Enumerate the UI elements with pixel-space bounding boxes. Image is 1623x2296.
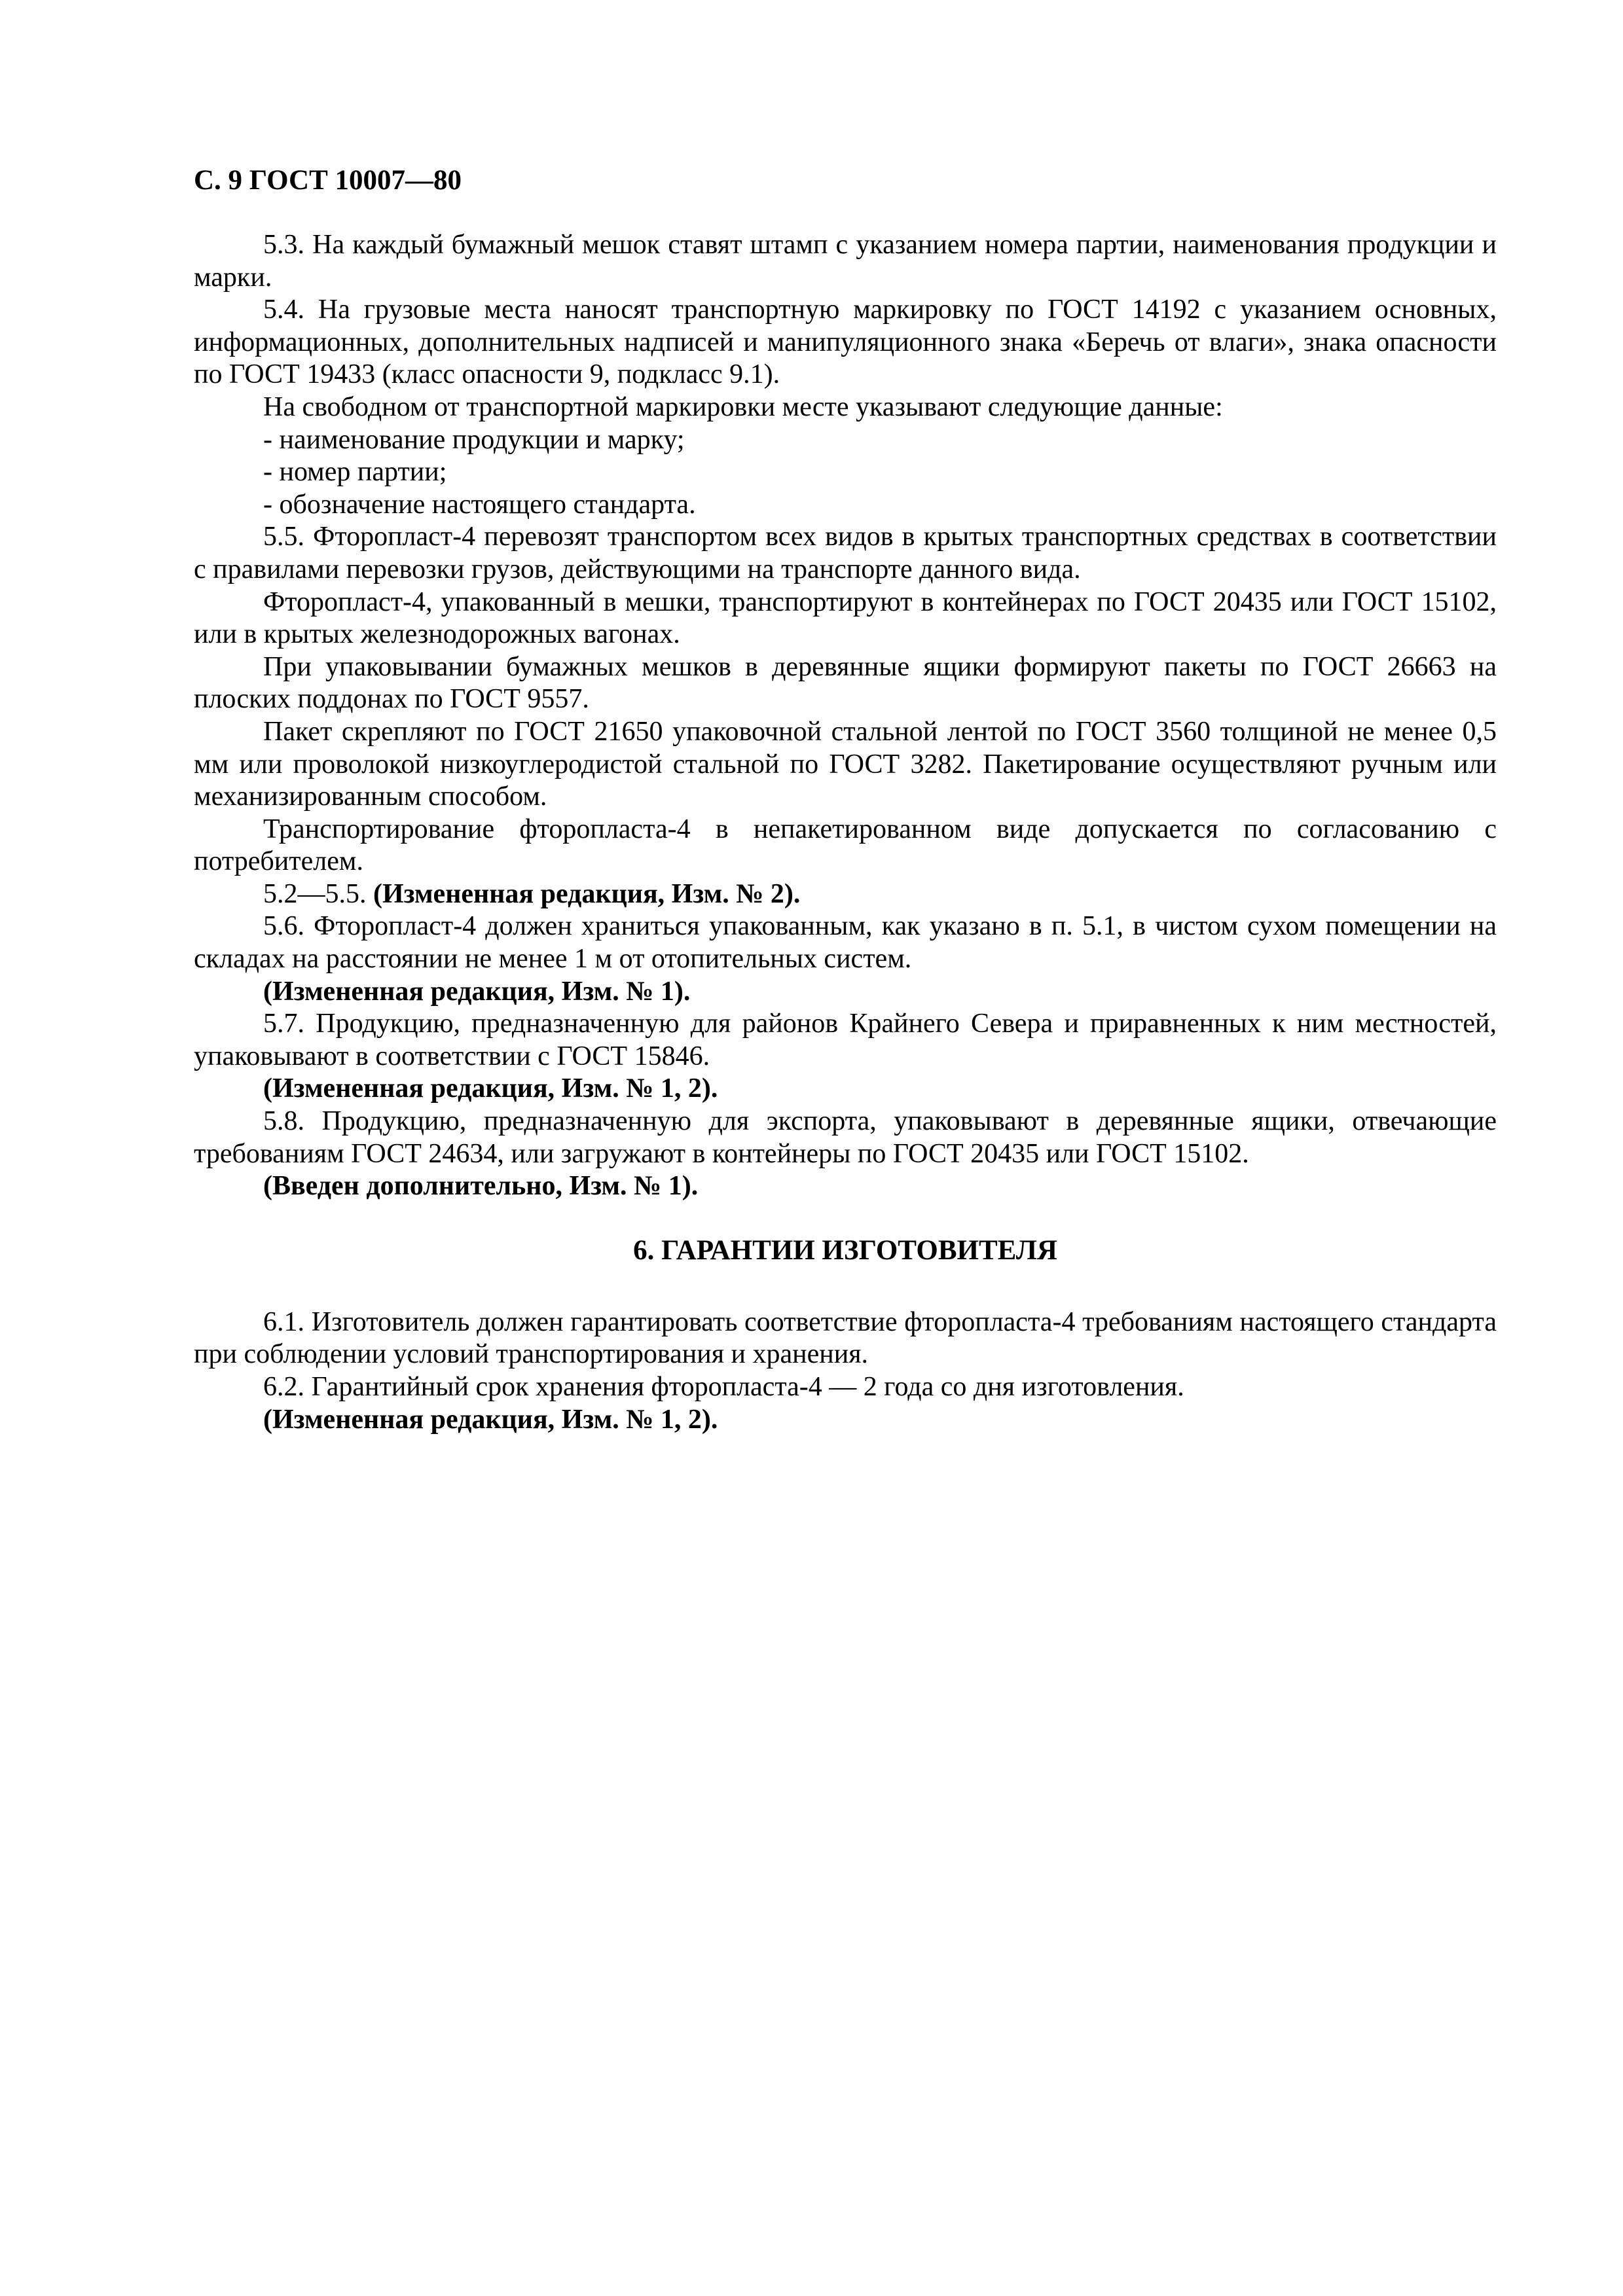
change-ref-prefix: 5.2—5.5. [263, 878, 367, 909]
page-header: С. 9 ГОСТ 10007—80 [194, 165, 462, 196]
paragraph-5-5: 5.5. Фторопласт-4 перевозят транспортом всех видов в крытых транспортных средствах в соответствии с правилами перевозки грузов, действующими на транспорте данного вида. [194, 522, 1497, 584]
change-note-6-2: (Измененная редакция, Изм. № 1, 2). [263, 1404, 718, 1435]
change-note: (Измененная редакция, Изм. № 2). [373, 878, 801, 909]
paragraph-5-8: 5.8. Продукцию, предназначенную для экспорта, упаковывают в деревянные ящики, отвечающие требованиям ГОСТ 24634, или загружают в контейнеры по ГОСТ 20435 или ГОСТ 15102. [194, 1106, 1497, 1169]
paragraph-unpacked: Транспортирование фторопласта-4 в непакетированном виде допускается по согласованию с потребителем. [194, 814, 1497, 877]
section-6-title: 6. ГАРАНТИИ ИЗГОТОВИТЕЛЯ [633, 1234, 1057, 1266]
change-note-5-6: (Измененная редакция, Изм. № 1). [263, 976, 691, 1007]
paragraph-6-1: 6.1. Изготовитель должен гарантировать соответствие фторопласта-4 требованиям настоящего стандарта при соблюдении условий транспортирования и хранения. [194, 1306, 1497, 1370]
paragraph-packed-transport: Фторопласт-4, упакованный в мешки, транспортируют в контейнерах по ГОСТ 20435 или ГОСТ 15102, или в крытых железнодорожных вагонах. [194, 586, 1497, 650]
change-note-5-8: (Введен дополнительно, Изм. № 1). [263, 1171, 699, 1202]
paragraph-5-7: 5.7. Продукцию, предназначенную для районов Крайнего Севера и приравненных к ним местностей, упаковывают в соответствии с ГОСТ 15846. [194, 1009, 1497, 1071]
paragraph-5-2-5-5-change [194, 878, 1497, 911]
paragraph-5-6: 5.6. Фторопласт-4 должен храниться упакованным, как указано в п. 5.1, в чистом сухом помещении на складах на расстоянии не менее 1 м от отопительных систем. [194, 911, 1497, 975]
paragraph-5-3: 5.3. На каждый бумажный мешок ставят штамп с указанием номера партии, наименования продукции и марки. [194, 230, 1497, 293]
paragraph-5-4: 5.4. На грузовые места наносят транспортную маркировку по ГОСТ 14192 с указанием основных, информационных, дополнительных надписей и манипуляционного знака «Беречь от влаги», знака опасности по ГОСТ 19433 (класс опасности 9, подкласс 9.1). [194, 295, 1497, 390]
paragraph-6-2: 6.2. Гарантийный срок хранения фторопласта-4 — 2 года со дня изготовления. [263, 1372, 1184, 1402]
list-item: - обозначение настоящего стандарта. [263, 489, 696, 520]
paragraph-free-place: На свободном от транспортной маркировки месте указывают следующие данные: [263, 391, 1223, 422]
document-body [194, 229, 1497, 1436]
list-item: - наименование продукции и марку; [263, 424, 685, 455]
paragraph-tape: Пакет скрепляют по ГОСТ 21650 упаковочной стальной лентой по ГОСТ 3560 толщиной не менее 0,5 мм или проволокой низкоуглеродистой стальной по ГОСТ 3282. Пакетирование осуществляют ручным или механизированным способом. [194, 716, 1497, 812]
change-note-5-7: (Измененная редакция, Изм. № 1, 2). [263, 1073, 718, 1104]
list-item: - номер партии; [263, 457, 447, 488]
paragraph-boxes: При упаковывании бумажных мешков в деревянные ящики формируют пакеты по ГОСТ 26663 на плоских поддонах по ГОСТ 9557. [194, 651, 1497, 715]
